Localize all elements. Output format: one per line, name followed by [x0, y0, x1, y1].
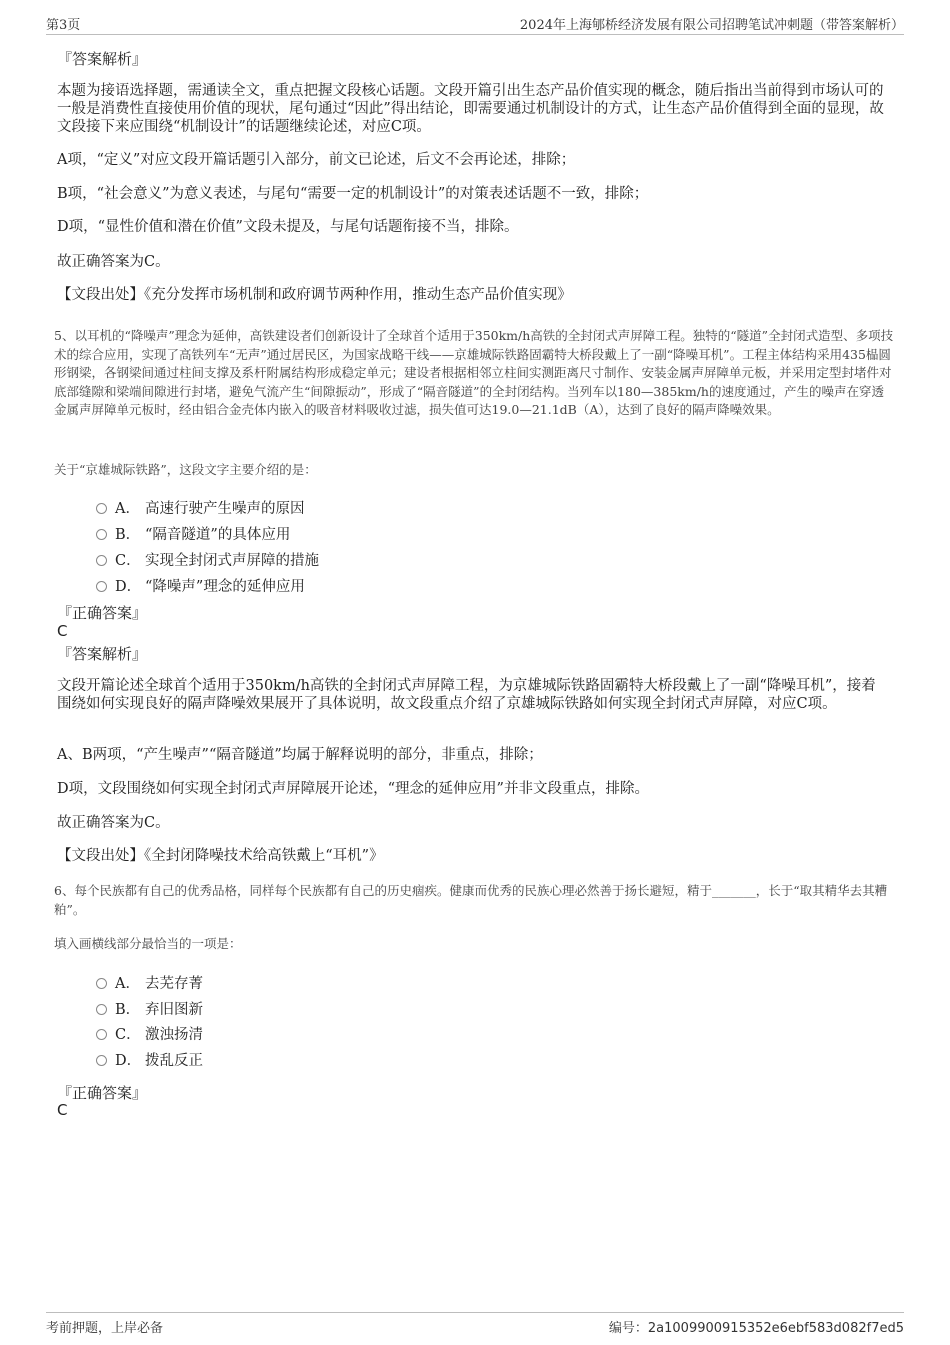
q4-analysis-option-d: D项，“显性价值和潜在价值”文段未提及，与尾句话题衔接不当，排除。: [57, 219, 519, 235]
q5-analysis-paragraph: 文段开篇论述全球首个适用于350km/h高铁的全封闭式声屏障工程，为京雄城际铁路固霸特大桥段戴上了一副“降噪耳机”，接着围绕如何实现良好的隔声降噪效果展开了具体说明，故文段重点介绍了京雄城际铁路如何实现全封闭式声屏障，对应C项。: [57, 678, 876, 712]
q6-question: 填入画横线部分最恰当的一项是：: [54, 936, 242, 951]
document-title: 2024年上海郇桥经济发展有限公司招聘笔试冲刺题（带答案解析）: [519, 18, 904, 33]
document-id-value: 2a1009900915352e6ebf583d082f7ed5: [647, 1321, 904, 1336]
q5-analysis-option-d: D项，文段围绕如何实现全封闭式声屏障展开论述，“理念的延伸应用”并非文段重点，排除。: [57, 781, 649, 797]
page-number: 第3页: [46, 18, 81, 33]
q6-option-d[interactable]: D． 拨乱反正: [96, 1049, 203, 1069]
q5-analysis-option-ab: A、B两项，“产生噪声”“隔音隧道”均属于解释说明的部分，非重点，排除；: [57, 747, 543, 763]
q5-option-b[interactable]: B． “隔音隧道”的具体应用: [96, 523, 290, 543]
q5-option-d[interactable]: D． “降噪声”理念的延伸应用: [96, 575, 305, 595]
radio-icon[interactable]: [96, 581, 107, 592]
document-id-label: 编号：: [608, 1321, 648, 1336]
footer-slogan: 考前押题，上岸必备: [46, 1321, 164, 1336]
q6-option-b[interactable]: B． 弃旧图新: [96, 998, 203, 1018]
q5-question: 关于“京雄城际铁路”，这段文字主要介绍的是：: [54, 462, 317, 477]
radio-icon[interactable]: [96, 529, 107, 540]
q6-correct-answer: C: [57, 1101, 68, 1119]
q6-correct-label: 『正确答案』: [57, 1084, 148, 1102]
page-footer: [46, 1312, 904, 1337]
q4-analysis-label: 『答案解析』: [57, 50, 148, 68]
radio-icon[interactable]: [96, 1029, 107, 1040]
q5-stem: 5、以耳机的“降噪声”理念为延伸，高铁建设者们创新设计了全球首个适用于350km/h高铁的全封闭式声屏障工程。独特的“隧道”全封闭式造型、多项技术的综合应用，实现了高铁列车“无声”通过居民区，为国家战略干线——京雄城际铁路固霸特大桥段戴上了一副“降噪耳机”。工程主体结构采用435榀圆形钢梁，各钢梁间通过柱间支撑及系杆附属结构形成稳定单元；建设者根据相邻立柱间实测距离尺寸制作、安装金属声屏障单元板，并采用定型封堵件对底部缝隙和梁端间隙进行封堵，避免气流产生“间隙振动”，形成了“隔音隧道”的全封闭结构。当列车以180—385km/h的速度通过，产生的噪声在穿透金属声屏障单元板时，经由铝合金壳体内嵌入的吸音材料吸收过滤，损失值可达19.0—21.1dB（A），达到了良好的隔声降噪效果。: [54, 328, 894, 417]
q5-option-c[interactable]: C． 实现全封闭式声屏障的措施: [96, 549, 319, 569]
page-header: [46, 14, 904, 35]
q5-conclusion: 故正确答案为C。: [57, 815, 170, 831]
q5-analysis-label: 『答案解析』: [57, 645, 148, 663]
q4-analysis-paragraph: 本题为接语选择题，需通读全文，重点把握文段核心话题。文段开篇引出生态产品价值实现的概念，随后指出当前得到市场认可的一般是消费性直接使用价值的现状，尾句通过“因此”得出结论，即需要通过机制设计的方式，让生态产品价值得到全面的显现，故文段接下来应围绕“机制设计”的话题继续论述，对应C项。: [57, 83, 884, 135]
q5-source: 【文段出处】《全封闭降噪技术给高铁戴上“耳机”》: [57, 848, 384, 864]
q4-analysis-option-a: A项，“定义”对应文段开篇话题引入部分，前文已论述，后文不会再论述，排除；: [57, 152, 576, 168]
radio-icon[interactable]: [96, 978, 107, 989]
q5-correct-answer: C: [57, 622, 68, 640]
radio-icon[interactable]: [96, 1004, 107, 1015]
q6-stem: 6、每个民族都有自己的优秀品格，同样每个民族都有自己的历史痼疾。健康而优秀的民族心理必然善于扬长避短，精于_______，长于“取其精华去其糟粕”。: [54, 883, 888, 917]
q4-source: 【文段出处】《充分发挥市场机制和政府调节两种作用，推动生态产品价值实现》: [57, 287, 572, 303]
radio-icon[interactable]: [96, 503, 107, 514]
q6-option-a[interactable]: A． 去芜存菁: [96, 972, 203, 992]
document-id: [609, 1317, 904, 1336]
q4-conclusion: 故正确答案为C。: [57, 254, 170, 270]
radio-icon[interactable]: [96, 1055, 107, 1066]
q6-option-c[interactable]: C． 激浊扬清: [96, 1023, 203, 1043]
q5-correct-label: 『正确答案』: [57, 604, 148, 622]
q4-analysis-option-b: B项，“社会意义”为意义表述，与尾句“需要一定的机制设计”的对策表述话题不一致，排除；: [57, 186, 649, 202]
q5-option-a[interactable]: A． 高速行驶产生噪声的原因: [96, 497, 305, 517]
radio-icon[interactable]: [96, 555, 107, 566]
